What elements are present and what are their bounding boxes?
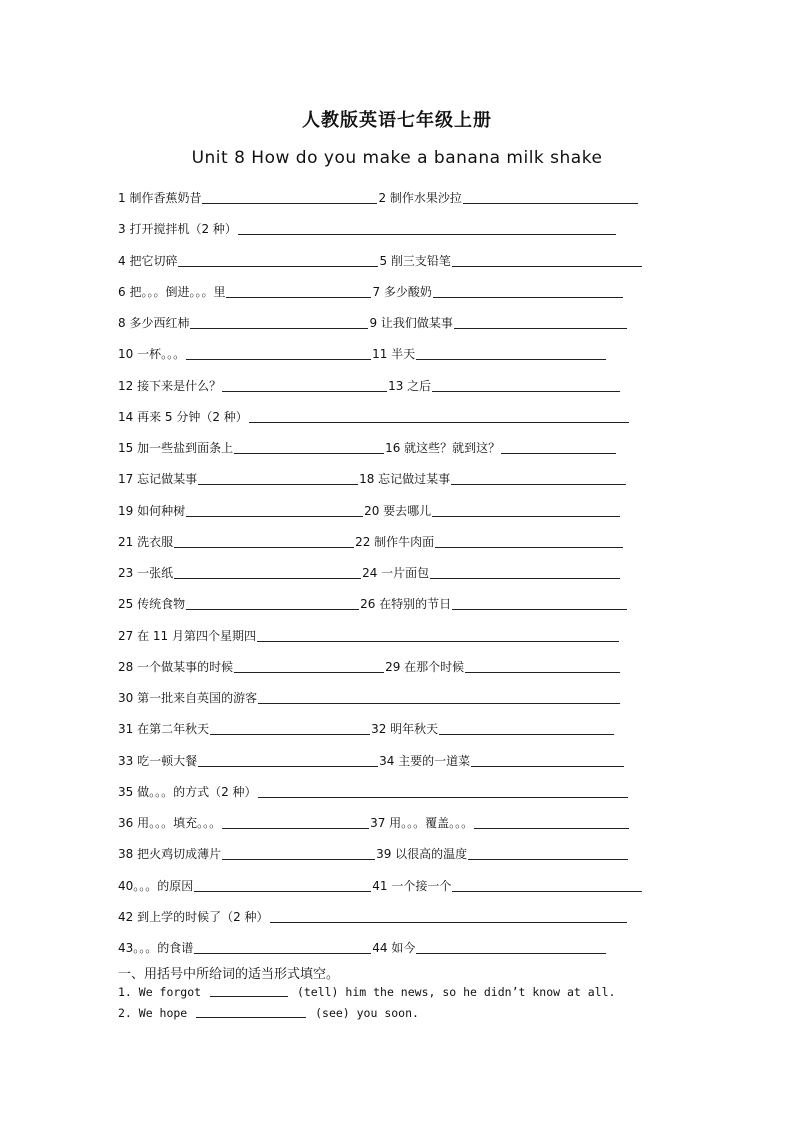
phrase-label: 1 制作香蕉奶昔 [118,191,202,205]
answer-blank[interactable] [501,453,616,454]
phrase-label: 10 一杯。。。 [118,347,186,362]
answer-blank[interactable] [194,953,371,954]
phrase-row [118,467,627,487]
phrase-row [118,436,617,456]
answer-blank[interactable] [186,516,363,517]
phrase-label: 13 之后 [388,378,432,393]
answer-blank[interactable] [433,297,623,298]
phrase-row [118,217,617,237]
phrase-label: 42 到上学的时候了（2 种） [118,909,269,924]
document-title: 人教版英语七年级上册 [302,110,492,131]
phrase-label: 25 传统食物 [118,597,186,612]
phrase-label: 19 如何种树 [118,503,186,518]
phrase-label: 14 再来 5 分钟（2 种） [118,409,248,424]
answer-blank[interactable] [416,953,606,954]
phrase-label: 8 多少西红柿 [118,316,190,330]
phrase-label: 2 制作水果沙拉 [378,191,462,205]
phrase-label: 7 多少酸奶 [372,284,432,299]
phrase-row [118,249,643,269]
phrase-label: 22 制作牛肉面 [355,534,435,549]
phrase-label: 38 把火鸡切成薄片 [118,847,222,862]
phrase-row [118,186,639,206]
answer-blank[interactable] [258,703,620,704]
phrase-label: 40。。。的原因 [118,878,194,893]
answer-blank[interactable] [234,672,384,673]
answer-blank[interactable] [226,297,371,298]
phrase-label: 34 主要的一道菜 [379,753,471,768]
answer-blank[interactable] [186,359,371,360]
phrase-row [118,280,624,300]
exercise-item [118,985,615,999]
answer-blank[interactable] [452,891,642,892]
answer-blank[interactable] [234,453,384,454]
phrase-label: 16 就这些？就到这？ [385,441,501,455]
exercise-text-before: 1. We forgot [118,985,209,999]
answer-blank[interactable] [451,484,626,485]
answer-blank[interactable] [210,734,370,735]
phrase-label: 33 吃一顿大餐 [118,753,198,768]
phrase-label: 43。。。的食谱 [118,941,194,955]
answer-blank[interactable] [432,391,620,392]
answer-blank[interactable] [198,766,378,767]
answer-blank[interactable] [174,547,354,548]
phrase-row [118,874,643,894]
phrase-row [118,624,620,644]
answer-blank[interactable] [222,391,387,392]
phrase-label: 17 忘记做某事 [118,472,198,487]
answer-blank[interactable] [463,203,638,204]
phrase-row [118,811,630,831]
phrase-row [118,686,621,706]
exercise-text-before: 2. We hope [118,1006,195,1020]
phrase-label: 30 第一批来自英国的游客 [118,691,258,705]
answer-blank[interactable] [186,609,359,610]
answer-blank[interactable] [257,641,619,642]
answer-blank[interactable] [198,484,358,485]
phrase-row [118,905,628,925]
phrase-label: 24 一片面包 [362,566,430,580]
phrase-row [118,655,621,675]
phrase-row [118,342,607,362]
phrase-label: 18 忘记做过某事 [359,472,451,487]
answer-blank[interactable] [178,266,378,267]
answer-blank[interactable] [258,797,628,798]
phrase-label: 9 让我们做某事 [369,316,453,330]
answer-blank[interactable] [190,328,368,329]
phrase-label: 41 一个接一个 [372,878,452,893]
phrase-row [118,311,628,331]
phrase-row [118,592,628,612]
exercise-blank[interactable] [196,1017,306,1018]
answer-blank[interactable] [238,234,616,235]
answer-blank[interactable] [222,859,375,860]
phrase-label: 44 如今 [372,941,416,955]
phrase-label: 23 一张纸 [118,566,174,580]
phrase-label: 6 把。。。倒进。。。里 [118,284,226,299]
phrase-row [118,936,607,956]
phrase-label: 21 洗衣服 [118,534,174,549]
phrase-row [118,530,624,550]
answer-blank[interactable] [468,859,628,860]
answer-blank[interactable] [435,547,623,548]
answer-blank[interactable] [471,766,624,767]
phrase-label: 32 明年秋天 [371,722,439,737]
phrase-row [118,405,630,425]
section-heading: 一、用括号中所给词的适当形式填空。 [118,967,340,982]
phrase-label: 15 加一些盐到面条上 [118,441,234,455]
phrase-row [118,780,629,800]
answer-blank[interactable] [439,734,614,735]
unit-subtitle: Unit 8 How do you make a banana milk shake [191,148,603,168]
answer-blank[interactable] [222,828,369,829]
phrase-row [118,749,625,769]
answer-blank[interactable] [270,922,627,923]
phrase-label: 12 接下来是什么？ [118,378,222,393]
exercise-text-after: (see) you soon. [308,1006,419,1020]
phrase-row [118,499,621,519]
answer-blank[interactable] [430,578,620,579]
exercise-item [118,1006,419,1020]
phrase-label: 35 做。。。的方式（2 种） [118,784,257,799]
phrase-row [118,561,621,581]
answer-blank[interactable] [249,422,629,423]
answer-blank[interactable] [452,609,627,610]
answer-blank[interactable] [174,578,361,579]
exercise-blank[interactable] [210,996,288,997]
phrase-label: 29 在那个时候 [385,659,465,674]
phrase-label: 4 把它切碎 [118,253,178,268]
phrase-row [118,717,615,737]
phrase-row [118,374,621,394]
answer-blank[interactable] [474,828,629,829]
phrase-label: 31 在第二年秋天 [118,722,210,737]
phrase-label: 20 要去哪儿 [364,503,432,518]
phrase-label: 11 半天 [372,347,416,362]
phrase-label: 27 在 11 月第四个星期四 [118,628,256,643]
answer-blank[interactable] [194,891,371,892]
answer-blank[interactable] [432,516,620,517]
phrase-row [118,842,629,862]
answer-blank[interactable] [452,266,642,267]
phrase-label: 26 在特别的节日 [360,597,452,612]
phrase-label: 28 一个做某事的时候 [118,659,234,674]
answer-blank[interactable] [465,672,620,673]
exercise-text-after: (tell) him the news, so he didn’t know at all. [290,985,616,999]
phrase-label: 5 削三支铅笔 [379,253,451,268]
phrase-label: 36 用。。。填充。。。 [118,816,222,830]
answer-blank[interactable] [202,203,377,204]
phrase-label: 3 打开搅拌机（2 种） [118,222,237,237]
phrase-label: 37 用。。。覆盖。。。 [370,816,474,830]
phrase-label: 39 以很高的温度 [376,847,468,862]
answer-blank[interactable] [416,359,606,360]
answer-blank[interactable] [454,328,627,329]
